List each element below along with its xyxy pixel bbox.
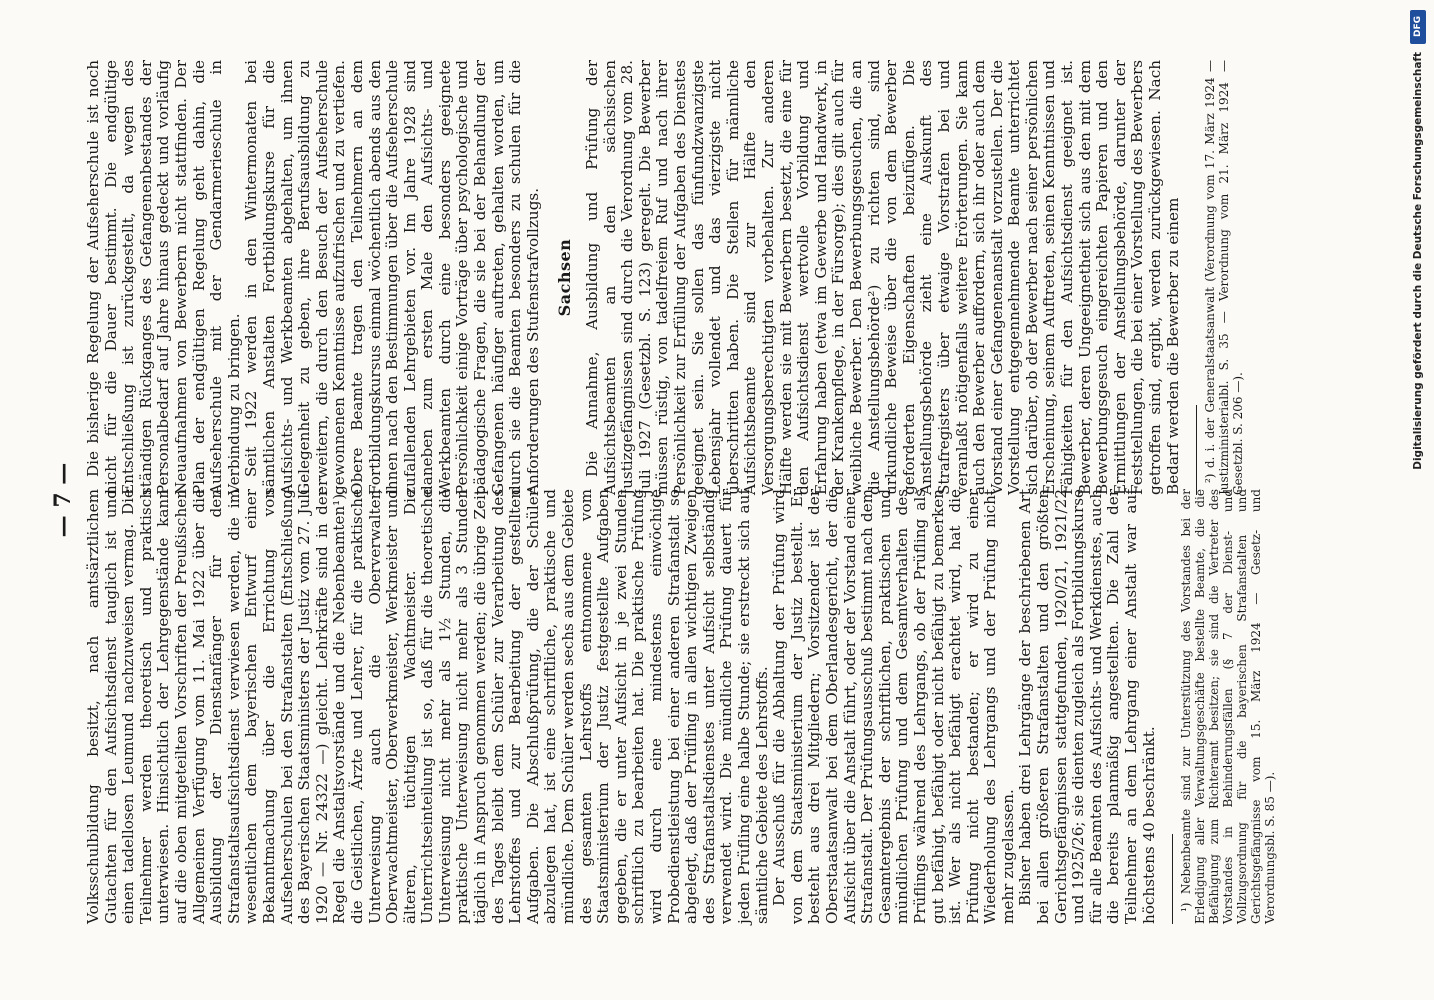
body-paragraph: Seit 1922 werden in den Wintermonaten bei sämtlichen Anstalten Fortbildungskurse für die Aufsichts- und Werkbeamten abgehalten, um ihnen Gelegenheit zu geben, ihre Berufsausbildung zu erweitern, die durch den Besuch der Aufseherschule gewonnenen Kenntnisse aufzufrischen und zu vertiefen. Obere Beamte tragen den Teilnehmern an dem Fortbildungskursus einmal wöchentlich abends aus den ihnen nach den Bestimmungen über die Aufseherschule zufallenden Lehrgebieten vor. Im Jahre 1928 sind daneben zum ersten Male den Aufsichts- und Werkbeamten durch eine besonders geeignete Persönlichkeit einige Vorträge über psychologische und pädagogische Fragen, die sie bei der Behandlung der Gefangenen häufiger auftreten, gehalten worden, um durch sie die Beamten besonders zu schulen für die Anforderungen des Stufenstrafvollzugs. <box>242 60 542 495</box>
footnote-block <box>1203 60 1245 495</box>
page-number: — 7 — <box>50 462 76 538</box>
section-heading: Sachsen <box>555 238 575 317</box>
digitization-watermark <box>1408 10 1428 990</box>
left-column <box>84 489 1278 924</box>
body-paragraph: Der Ausschuß für die Abhaltung der Prüfung wird von dem Staatsministerium der Justiz bestellt. Er besteht aus drei Mitgliedern; Vorsitzender ist der Oberstaatsanwalt bei dem Oberlandesgericht, der die Aufsicht über die Anstalt führt, oder der Vorstand einer Strafanstalt. Der Prüfungsausschuß bestimmt nach dem Gesamtergebnis der schriftlichen, praktischen und mündlichen Prüfung und dem Gesamtverhalten des Prüflings während des Lehrgangs, ob der Prüfling als gut befähigt, befähigt oder nicht befähigt zu bemerken ist. Wer als nicht befähigt erachtet wird, hat die Prüfung nicht bestanden; er wird zu einer Wiederholung des Lehrgangs und der Prüfung nicht mehr zugelassen. <box>770 489 1017 924</box>
body-paragraph: Volksschulbildung besitzt, nach amtsärztlichem Gutachten für den Aufsichtsdienst tauglich ist und einen tadellosen Leumund nachzuweisen vermag. Die Teilnehmer werden theoretisch und praktisch unterwiesen. Hinsichtlich der Lehrgegenstände kann auf die oben mitgeteilten Vorschriften der Preußischen Allgemeinen Verfügung vom 11. Mai 1922 über die Ausbildung der Dienstanfänger für den Strafanstaltsaufsichtsdienst verwiesen werden, die im wesentlichen dem bayerischen Entwurf einer Bekanntmachung über die Errichtung von Aufseherschulen bei den Strafanstalten (Entschließung des Bayerischen Staatsministers der Justiz vom 27. Juli 1920 — Nr. 24322 —) gleicht. Lehrkräfte sind in der Regel die Anstaltsvorstände und die Nebenbeamten¹), die Geistlichen, Ärzte und Lehrer, für die praktische Unterweisung auch die Oberverwalter, Oberwachtmeister, Oberwerkmeister, Werkmeister und älteren, tüchtigen Wachtmeister. Die Unterrichtseinteilung ist so, daß für die theoretische Unterweisung nicht mehr als 1½ Stunden, die praktische Unterweisung nicht mehr als 3 Stunden täglich in Anspruch genommen werden; die übrige Zeit des Tages bleibt dem Schüler zur Verarbeitung des Lehrstoffes und zur Bearbeitung der gestellten Aufgaben. Die Abschlußprüfung, die der Schüler abzulegen hat, ist eine schriftliche, praktische und mündliche. Dem Schüler werden sechs aus dem Gebiete des gesamten Lehrstoffs entnommene vom Staatsministerium der Justiz festgestellte Aufgaben gegeben, die er unter Aufsicht in je zwei Stunden schriftlich zu bearbeiten hat. Die praktische Prüfung wird durch eine mindestens einwöchige Probedienstleistung bei einer anderen Strafanstalt so abgelegt, daß der Prüfling in allen wichtigen Zweigen des Strafanstaltsdienstes unter Aufsicht selbständig verwendet wird. Die mündliche Prüfung dauert für jeden Prüfling eine halbe Stunde; sie erstreckt sich auf sämtliche Gebiete des Lehrstoffs. <box>84 489 771 924</box>
watermark-text: Digitalisierung gefördert durch die Deutsche Forschungsgemeinschaft <box>1412 52 1424 470</box>
footnote-divider <box>1196 405 1197 495</box>
footnote-text: ²) d. i. der Generalstaatsanwalt (Verordnung vom 17. März 1924 — Justizministerialbl. S. 35 — Verordnung vom 21. März 1924 — Gesetzbl. S. 206 —). <box>1203 60 1246 495</box>
right-column <box>84 60 1246 495</box>
footnote-block <box>1179 489 1277 924</box>
body-paragraph: Die Annahme, Ausbildung und Prüfung der Aufsichtsbeamten an den sächsischen Justizgefängnissen sind durch die Verordnung vom 28. Juli 1927 (Gesetzbl. S. 123) geregelt. Die Bewerber müssen rüstig, von tadelfreiem Ruf und nach ihrer Persönlichkeit zur Erfüllung der Aufgaben des Dienstes geeignet sein. Sie sollen das fünfundzwanzigste Lebensjahr vollendet und das vierzigste nicht überschritten haben. Die Stellen für männliche Aufsichtsbeamte sind zur Hälfte den Versorgungsberechtigten vorbehalten. Zur anderen Hälfte werden sie mit Bewerbern besetzt, die eine für den Aufsichtsdienst wertvolle Vorbildung und Erfahrung haben (etwa im Gewerbe und Handwerk, in der Krankenpflege, in der Fürsorge); dies gilt auch für weibliche Bewerber. Den Bewerbungsgesuchen, die an die Anstellungsbehörde²) zu richten sind, sind urkundliche Beweise über die von dem Bewerber geforderten Eigenschaften beizufügen. Die Anstellungsbehörde zieht eine Auskunft des Strafregisters über etwaige Vorstrafen bei und veranlaßt nötigenfalls weitere Erörterungen. Sie kann auch den Bewerber auffordern, sich ihr oder auch dem Vorstand einer Gefangenenanstalt vorzustellen. Der die Vorstellung entgegennehmende Beamte unterrichtet sich darüber, ob der Bewerber nach seiner persönlichen Erscheinung, seinem Auftreten, seinen Kenntnissen und Fähigkeiten für den Aufsichtsdienst geeignet ist. Bewerber, deren Ungeeignetheit sich aus den mit dem Bewerbungsgesuch eingereichten Papieren und den Ermittlungen der Anstellungsbehörde, darunter der Feststellungen, die bei einer Vorstellung des Bewerbers getroffen sind, ergibt, werden zurückgewiesen. Nach Bedarf werden die Bewerber zu einem <box>583 60 1182 495</box>
footnote-divider <box>1172 834 1173 924</box>
dfg-logo <box>1410 10 1426 44</box>
body-paragraph: Bisher haben drei Lehrgänge der beschriebenen Art bei allen größeren Strafanstalten und den größten Gerichtsgefängnissen stattgefunden, 1920/21, 1921/22 und 1925/26; sie dienten zugleich als Fortbildungskurse für alle Beamten des Aufsichts- und Werkdienstes, auch die bereits planmäßig angestellten. Die Zahl der Teilnehmer an dem Lehrgang einer Anstalt war auf höchstens 40 beschränkt. <box>1016 489 1158 924</box>
dfg-logo-text: DFG <box>1413 16 1423 38</box>
footnote-text: ¹) Nebenbeamte sind zur Unterstützung des Vorstandes bei der Erledigung aller Verwaltungsgeschäfte bestellte Beamte, die die Befähigung zum Richteramt besitzen; sie sind die Vertreter des Vorstandes in Behinderungsfällen (§ 7 der Dienst- und Vollzugsordnung für die bayerischen Strafanstalten und Gerichtsgefängnisse vom 15. März 1924 — Gesetz- und Verordnungsbl. S. 85 —). <box>1179 489 1278 924</box>
body-paragraph: Die bisherige Regelung der Aufseherschule ist noch nicht für die Dauer bestimmt. Die endgültige Entschließung ist zurückgestellt, da wegen des ständigen Rückganges des Gefangenenbestandes der Personalbedarf auf Jahre hinaus gedeckt und vorläufig Neuaufnahmen von Bewerbern nicht stattfinden. Der Plan der endgültigen Regelung geht dahin, die Aufseherschule mit der Gendarmerieschule in Verbindung zu bringen. <box>84 60 243 495</box>
